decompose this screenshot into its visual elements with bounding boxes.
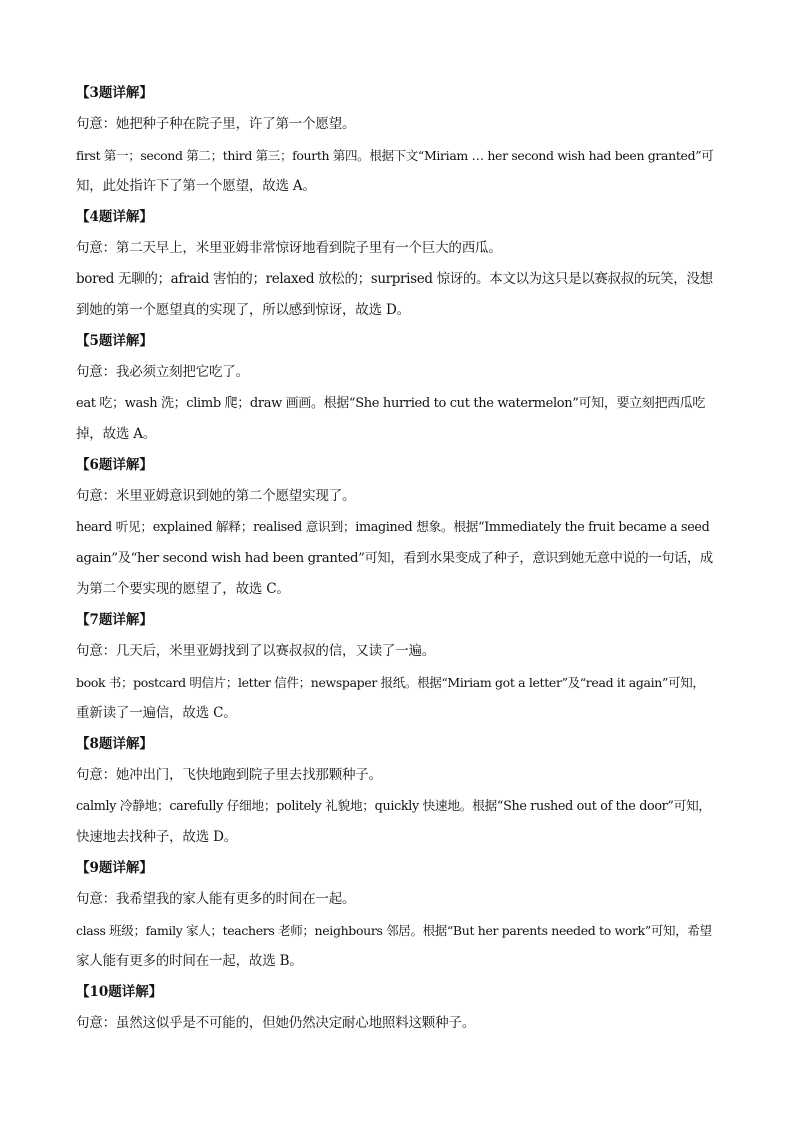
explanation-9-line-2: 家人能有更多的时间在一起，故选 B。 [76,953,303,969]
section-heading-8: 【8题详解】 [76,736,153,752]
explanation-4-line-1: bored 无聊的；afraid 害怕的；relaxed 放松的；surprised 惊讶的。本文以为这只是以赛叔叔的玩笑，没想 [76,271,713,287]
explanation-3-line-1: first 第一；second 第二；third 第三；fourth 第四。根据下文“Miriam … her second wish had been granted”可 [76,148,714,163]
section-heading-4: 【4题详解】 [76,209,153,225]
explanation-7-line-1: book 书；postcard 明信片；letter 信件；newspaper 报纸。根据“Miriam got a letter”及“read it again”可知， [76,675,705,690]
sentence-meaning-4: 句意：第二天早上，米里亚姆非常惊讶地看到院子里有一个巨大的西瓜。 [76,240,502,256]
explanation-8-line-1: calmly 冷静地；carefully 仔细地；politely 礼貌地；quickly 快速地。根据“She rushed out of the door”可知， [76,799,711,814]
explanation-6-line-3: 为第二个要实现的愿望了，故选 C。 [76,581,290,597]
explanation-5-line-2: 掉，故选 A。 [76,426,157,442]
sentence-meaning-6: 句意：米里亚姆意识到她的第二个愿望实现了。 [76,488,356,504]
section-heading-10: 【10题详解】 [76,984,163,1000]
explanation-3-line-2: 知，此处指许下了第一个愿望，故选 A。 [76,178,316,194]
explanation-7-line-2: 重新读了一遍信，故选 C。 [76,705,237,721]
section-heading-9: 【9题详解】 [76,860,153,876]
section-heading-7: 【7题详解】 [76,612,153,628]
explanation-9-line-1: class 班级；family 家人；teachers 老师；neighbours 邻居。根据“But her parents needed to work”可知，希望 [76,923,712,938]
explanation-5-line-1: eat 吃；wash 洗；climb 爬；draw 画画。根据“She hurried to cut the watermelon”可知，要立刻把西瓜吃 [76,396,706,411]
explanation-6-line-1: heard 听见；explained 解释；realised 意识到；imagined 想象。根据“Immediately the fruit became a seed [76,520,710,535]
explanation-8-line-2: 快速地去找种子，故选 D。 [76,829,238,845]
sentence-meaning-3: 句意：她把种子种在院子里，许了第一个愿望。 [76,116,356,132]
section-heading-6: 【6题详解】 [76,457,153,473]
sentence-meaning-9: 句意：我希望我的家人能有更多的时间在一起。 [76,891,356,907]
sentence-meaning-5: 句意：我必须立刻把它吃了。 [76,364,249,380]
sentence-meaning-7: 句意：几天后，米里亚姆找到了以赛叔叔的信，又读了一遍。 [76,643,436,659]
explanation-6-line-2: again”及“her second wish had been granted”可知，看到水果变成了种子，意识到她无意中说的一句话，成 [76,551,713,566]
sentence-meaning-8: 句意：她冲出门，飞快地跑到院子里去找那颗种子。 [76,767,382,783]
explanation-4-line-2: 到她的第一个愿望真的实现了，所以感到惊讶，故选 D。 [76,302,410,318]
answer-explanations [76,78,716,1039]
section-heading-3: 【3题详解】 [76,85,153,101]
section-heading-5: 【5题详解】 [76,333,153,349]
sentence-meaning-10: 句意：虽然这似乎是不可能的，但她仍然决定耐心地照料这颗种子。 [76,1015,475,1031]
